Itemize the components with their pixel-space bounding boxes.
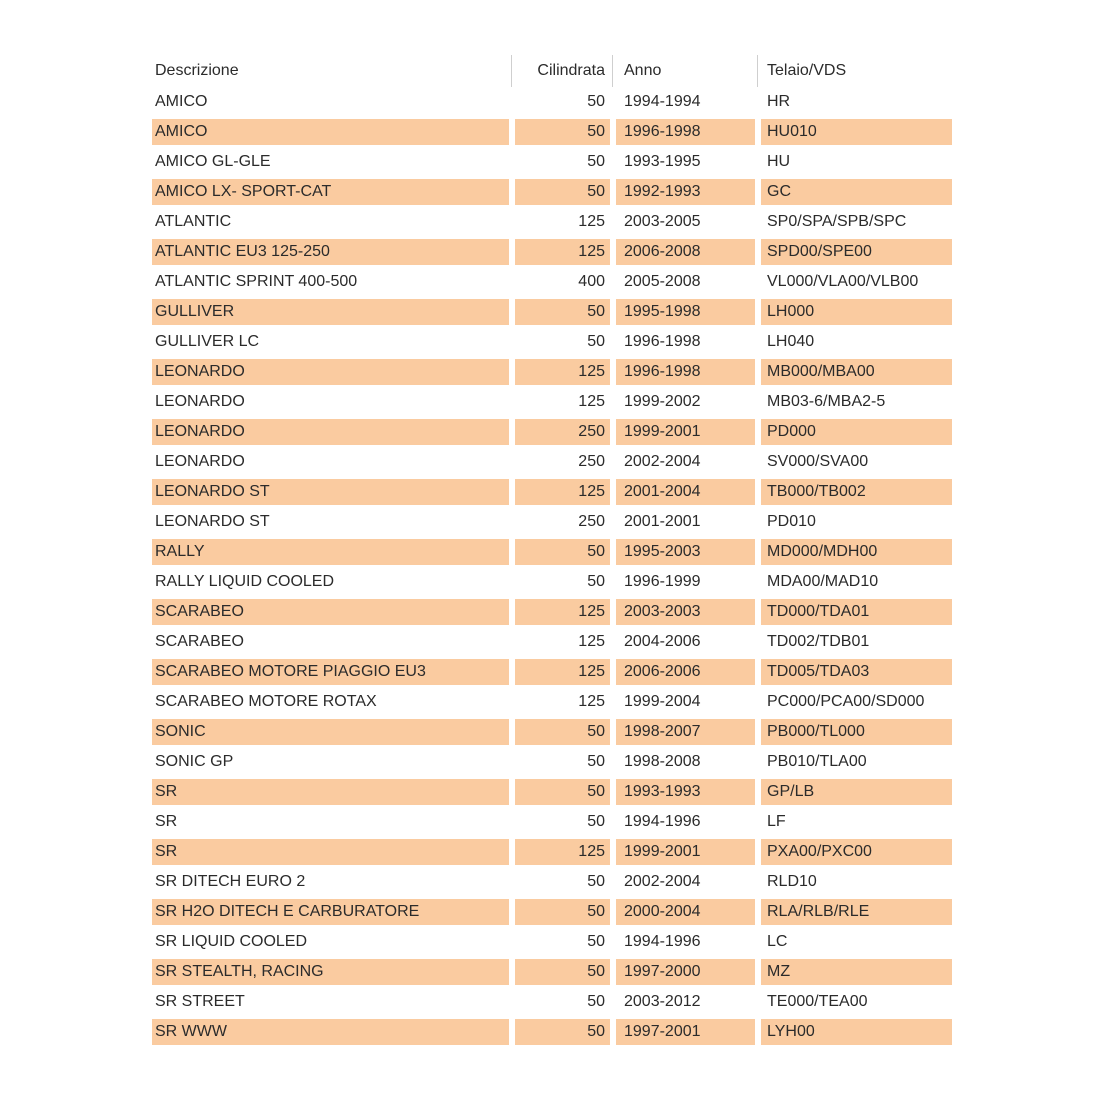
- cell-telaio-vds: SPD00/SPE00: [761, 239, 952, 265]
- cell-telaio-vds: HR: [761, 89, 952, 115]
- cell-descrizione: SONIC GP: [155, 753, 234, 770]
- cell-telaio-vds: PB010/TLA00: [761, 749, 952, 775]
- cell-cilindrata: 50: [515, 89, 610, 115]
- cell-anno: 1999-2004: [616, 689, 755, 715]
- cell-anno: 2006-2008: [616, 239, 755, 265]
- table-body: [152, 87, 952, 1047]
- cell-anno: 2001-2001: [616, 509, 755, 535]
- table-row: [152, 657, 952, 687]
- table-row: [152, 327, 952, 357]
- table-row: [152, 297, 952, 327]
- cell-descrizione: RALLY LIQUID COOLED: [155, 573, 335, 590]
- table-row: [152, 747, 952, 777]
- cell-cilindrata: 125: [515, 239, 610, 265]
- cell-telaio-vds: TB000/TB002: [761, 479, 952, 505]
- column-header-cilindrata: Cilindrata: [515, 57, 610, 85]
- cell-cilindrata: 50: [515, 959, 610, 985]
- cell-telaio-vds: SV000/SVA00: [761, 449, 952, 475]
- column-header-descrizione: Descrizione: [155, 62, 239, 79]
- cell-anno: 1996-1998: [616, 119, 755, 145]
- table-row: [152, 987, 952, 1017]
- cell-anno: 1994-1994: [616, 89, 755, 115]
- cell-telaio-vds: PD010: [761, 509, 952, 535]
- cell-cilindrata: 125: [515, 689, 610, 715]
- table-row: [152, 717, 952, 747]
- cell-descrizione: AMICO LX- SPORT-CAT: [152, 179, 509, 205]
- table-row: [152, 447, 952, 477]
- cell-cilindrata: 50: [515, 119, 610, 145]
- column-header-anno: Anno: [616, 57, 755, 85]
- cell-cilindrata: 50: [515, 299, 610, 325]
- cell-anno: 2003-2012: [616, 989, 755, 1015]
- cell-descrizione: SONIC: [152, 719, 509, 745]
- cell-telaio-vds: MB03-6/MBA2-5: [761, 389, 952, 415]
- cell-telaio-vds: MD000/MDH00: [761, 539, 952, 565]
- cell-telaio-vds: LH000: [761, 299, 952, 325]
- cell-anno: 1992-1993: [616, 179, 755, 205]
- cell-anno: 1994-1996: [616, 809, 755, 835]
- cell-cilindrata: 50: [515, 869, 610, 895]
- cell-descrizione: SR STREET: [155, 993, 245, 1010]
- table-row: [152, 807, 952, 837]
- cell-descrizione: ATLANTIC SPRINT 400-500: [155, 273, 358, 290]
- cell-descrizione: LEONARDO: [155, 453, 245, 470]
- cell-anno: 2003-2003: [616, 599, 755, 625]
- cell-anno: 1998-2008: [616, 749, 755, 775]
- cell-telaio-vds: MDA00/MAD10: [761, 569, 952, 595]
- cell-descrizione: SCARABEO MOTORE ROTAX: [155, 693, 377, 710]
- cell-descrizione: AMICO GL-GLE: [155, 153, 271, 170]
- cell-cilindrata: 50: [515, 989, 610, 1015]
- table-row: [152, 867, 952, 897]
- table-header-row: [152, 55, 952, 87]
- cell-descrizione: LEONARDO ST: [155, 513, 270, 530]
- cell-cilindrata: 125: [515, 839, 610, 865]
- cell-telaio-vds: PD000: [761, 419, 952, 445]
- cell-telaio-vds: PC000/PCA00/SD000: [761, 689, 952, 715]
- cell-anno: 1997-2000: [616, 959, 755, 985]
- cell-descrizione: ATLANTIC: [155, 213, 232, 230]
- cell-cilindrata: 50: [515, 1019, 610, 1045]
- cell-telaio-vds: LF: [761, 809, 952, 835]
- cell-telaio-vds: TD005/TDA03: [761, 659, 952, 685]
- cell-cilindrata: 50: [515, 899, 610, 925]
- cell-cilindrata: 400: [515, 269, 610, 295]
- cell-cilindrata: 125: [515, 479, 610, 505]
- column-header-telaio-vds: Telaio/VDS: [761, 57, 952, 85]
- cell-telaio-vds: TD000/TDA01: [761, 599, 952, 625]
- cell-descrizione: SCARABEO MOTORE PIAGGIO EU3: [152, 659, 509, 685]
- cell-cilindrata: 50: [515, 749, 610, 775]
- cell-descrizione: SR: [152, 839, 509, 865]
- cell-anno: 2003-2005: [616, 209, 755, 235]
- cell-telaio-vds: SP0/SPA/SPB/SPC: [761, 209, 952, 235]
- cell-cilindrata: 50: [515, 569, 610, 595]
- cell-anno: 2006-2006: [616, 659, 755, 685]
- table-row: [152, 237, 952, 267]
- cell-anno: 1999-2001: [616, 419, 755, 445]
- cell-cilindrata: 250: [515, 509, 610, 535]
- cell-anno: 2004-2006: [616, 629, 755, 655]
- table-row: [152, 147, 952, 177]
- table-row: [152, 537, 952, 567]
- table-row: [152, 207, 952, 237]
- cell-descrizione: ATLANTIC EU3 125-250: [152, 239, 509, 265]
- table-row: [152, 477, 952, 507]
- cell-cilindrata: 125: [515, 389, 610, 415]
- cell-cilindrata: 50: [515, 179, 610, 205]
- cell-cilindrata: 125: [515, 599, 610, 625]
- cell-descrizione: LEONARDO: [152, 419, 509, 445]
- cell-descrizione: AMICO: [152, 119, 509, 145]
- table-row: [152, 927, 952, 957]
- cell-cilindrata: 50: [515, 809, 610, 835]
- cell-telaio-vds: MZ: [761, 959, 952, 985]
- table-row: [152, 897, 952, 927]
- cell-anno: 1996-1999: [616, 569, 755, 595]
- cell-descrizione: GULLIVER LC: [155, 333, 260, 350]
- cell-descrizione: SR DITECH EURO 2: [155, 873, 306, 890]
- table-row: [152, 507, 952, 537]
- cell-anno: 1996-1998: [616, 329, 755, 355]
- cell-telaio-vds: RLA/RLB/RLE: [761, 899, 952, 925]
- cell-descrizione: SR: [152, 779, 509, 805]
- cell-cilindrata: 125: [515, 209, 610, 235]
- cell-telaio-vds: HU010: [761, 119, 952, 145]
- cell-anno: 2001-2004: [616, 479, 755, 505]
- cell-telaio-vds: LC: [761, 929, 952, 955]
- cell-anno: 1998-2007: [616, 719, 755, 745]
- cell-descrizione: SR STEALTH, RACING: [152, 959, 509, 985]
- cell-telaio-vds: PXA00/PXC00: [761, 839, 952, 865]
- cell-descrizione: SCARABEO: [155, 633, 244, 650]
- cell-cilindrata: 125: [515, 629, 610, 655]
- cell-telaio-vds: LYH00: [761, 1019, 952, 1045]
- cell-descrizione: LEONARDO ST: [152, 479, 509, 505]
- cell-anno: 1999-2001: [616, 839, 755, 865]
- cell-cilindrata: 250: [515, 419, 610, 445]
- cell-anno: 2002-2004: [616, 869, 755, 895]
- cell-cilindrata: 125: [515, 659, 610, 685]
- table-row: [152, 837, 952, 867]
- table-row: [152, 267, 952, 297]
- cell-telaio-vds: TE000/TEA00: [761, 989, 952, 1015]
- cell-anno: 1999-2002: [616, 389, 755, 415]
- table-row: [152, 417, 952, 447]
- cell-cilindrata: 50: [515, 779, 610, 805]
- cell-telaio-vds: PB000/TL000: [761, 719, 952, 745]
- cell-telaio-vds: GP/LB: [761, 779, 952, 805]
- table-row: [152, 87, 952, 117]
- cell-anno: 1996-1998: [616, 359, 755, 385]
- cell-anno: 1997-2001: [616, 1019, 755, 1045]
- table-row: [152, 627, 952, 657]
- cell-telaio-vds: HU: [761, 149, 952, 175]
- cell-descrizione: SR: [155, 813, 178, 830]
- cell-descrizione: SCARABEO: [152, 599, 509, 625]
- cell-descrizione: GULLIVER: [152, 299, 509, 325]
- cell-anno: 2000-2004: [616, 899, 755, 925]
- cell-telaio-vds: RLD10: [761, 869, 952, 895]
- cell-anno: 1995-1998: [616, 299, 755, 325]
- cell-cilindrata: 50: [515, 719, 610, 745]
- cell-telaio-vds: MB000/MBA00: [761, 359, 952, 385]
- table-row: [152, 777, 952, 807]
- cell-anno: 1994-1996: [616, 929, 755, 955]
- cell-descrizione: LEONARDO: [152, 359, 509, 385]
- cell-cilindrata: 50: [515, 539, 610, 565]
- cell-anno: 1993-1993: [616, 779, 755, 805]
- table-row: [152, 687, 952, 717]
- cell-telaio-vds: TD002/TDB01: [761, 629, 952, 655]
- cell-telaio-vds: GC: [761, 179, 952, 205]
- cell-descrizione: SR LIQUID COOLED: [155, 933, 308, 950]
- cell-anno: 1993-1995: [616, 149, 755, 175]
- cell-cilindrata: 125: [515, 359, 610, 385]
- table-row: [152, 117, 952, 147]
- cell-cilindrata: 50: [515, 329, 610, 355]
- table-row: [152, 387, 952, 417]
- cell-descrizione: SR H2O DITECH E CARBURATORE: [152, 899, 509, 925]
- table-row: [152, 177, 952, 207]
- cell-cilindrata: 250: [515, 449, 610, 475]
- cell-descrizione: SR WWW: [152, 1019, 509, 1045]
- cell-telaio-vds: LH040: [761, 329, 952, 355]
- cell-anno: 1995-2003: [616, 539, 755, 565]
- cell-anno: 2005-2008: [616, 269, 755, 295]
- cell-anno: 2002-2004: [616, 449, 755, 475]
- cell-descrizione: LEONARDO: [155, 393, 245, 410]
- table-row: [152, 957, 952, 987]
- cell-cilindrata: 50: [515, 149, 610, 175]
- cell-descrizione: AMICO: [155, 93, 208, 110]
- cell-cilindrata: 50: [515, 929, 610, 955]
- cell-descrizione: RALLY: [152, 539, 509, 565]
- table-row: [152, 597, 952, 627]
- table-row: [152, 1017, 952, 1047]
- cell-telaio-vds: VL000/VLA00/VLB00: [761, 269, 952, 295]
- vehicle-compatibility-table: [152, 55, 952, 1047]
- table-row: [152, 357, 952, 387]
- table-row: [152, 567, 952, 597]
